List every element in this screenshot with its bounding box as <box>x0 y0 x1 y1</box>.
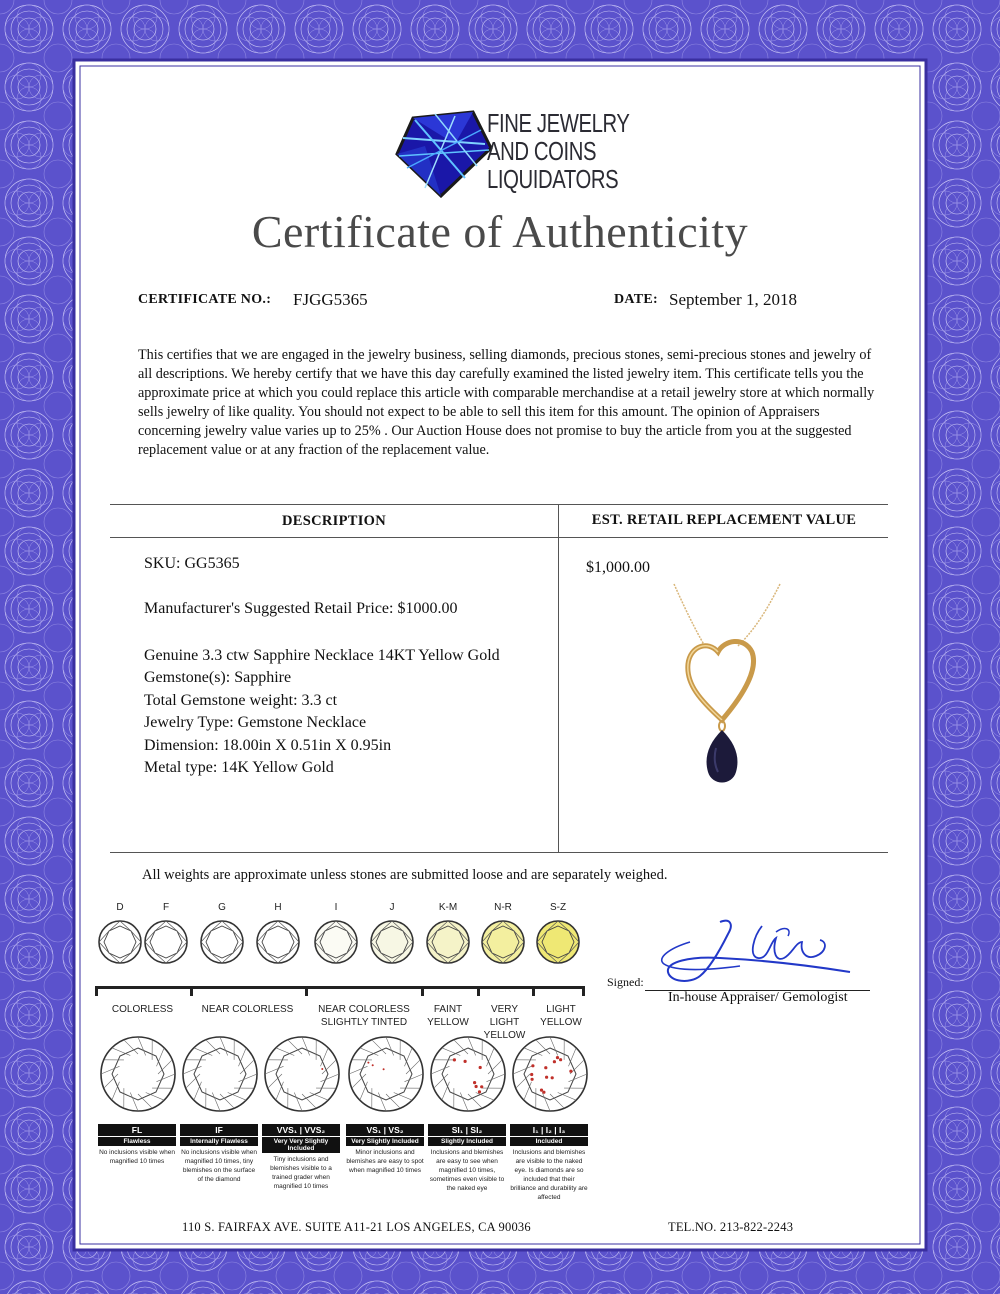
clarity-description: Inclusions and blemishes are visible to the naked eye. Is diamonds are so included that their brilliance and durability are affected <box>510 1149 588 1201</box>
color-gem-icon <box>142 918 190 966</box>
clarity-description: Inclusions and blemishes are easy to see when magnified 10 times, sometimes even visible to the naked eye <box>429 1149 505 1192</box>
color-grade-label: K-M <box>438 902 458 913</box>
color-grade-label: H <box>274 902 282 913</box>
clarity-code: VS₁ | VS₂ <box>346 1124 424 1136</box>
brand-line-1: FINE JEWELRY <box>487 108 630 138</box>
signed-label: Signed: <box>607 975 644 989</box>
color-group-label <box>420 1003 476 1029</box>
signature-image <box>650 912 860 1002</box>
table-bottom-rule <box>110 852 888 853</box>
description-line: Genuine 3.3 ctw Sapphire Necklace 14KT Yellow Gold <box>144 647 500 664</box>
description-line: Jewelry Type: Gemstone Necklace <box>144 714 367 732</box>
clarity-code: SI₁ | SI₂ <box>428 1124 506 1136</box>
clarity-diamond-icon <box>428 1034 508 1114</box>
clarity-grade-box <box>262 1124 340 1191</box>
clarity-code: I₁ | I₂ | I₃ <box>510 1124 588 1136</box>
color-group-line: VERY LIGHT <box>489 1004 520 1028</box>
certificate-no-label: CERTIFICATE NO.: <box>138 292 272 307</box>
sku-text: SKU: GG5365 <box>144 555 240 572</box>
clarity-diamond-icon <box>262 1034 342 1114</box>
footer-phone: TEL.NO. 213-822-2243 <box>668 1220 794 1234</box>
clarity-code: FL <box>98 1124 176 1136</box>
description-list <box>144 645 500 779</box>
brand-line-2: AND COINS <box>487 136 597 166</box>
clarity-name: Flawless <box>98 1136 176 1146</box>
description-line: Total Gemstone weight: 3.3 ct <box>144 691 338 709</box>
clarity-name: Very Very Slightly Included <box>262 1136 340 1153</box>
description-header: DESCRIPTION <box>281 513 386 529</box>
color-group-line: YELLOW <box>540 1017 582 1028</box>
color-grade-label: I <box>334 902 338 913</box>
clarity-diamond-icon <box>180 1034 260 1114</box>
color-group-line: YELLOW <box>483 1030 526 1041</box>
clarity-diamond-icon <box>510 1034 590 1114</box>
color-group-line: YELLOW <box>427 1017 469 1028</box>
clarity-grade-box <box>510 1124 588 1202</box>
color-group-line: NEAR COLORLESS <box>318 1004 410 1015</box>
color-group-label <box>306 1003 422 1029</box>
brand-name <box>487 109 630 193</box>
clarity-name: Very Slightly Included <box>346 1136 424 1146</box>
weights-note: All weights are approximate unless stones are submitted loose and are separately weighed. <box>142 867 668 883</box>
clarity-diamond-icon <box>98 1034 178 1114</box>
color-group-line: FAINT <box>433 1004 463 1015</box>
color-group-line: NEAR COLORLESS <box>201 1004 294 1015</box>
clarity-grade-box <box>428 1124 506 1193</box>
color-group-line: COLORLESS <box>111 1004 174 1015</box>
description-line: Dimension: 18.00in X 0.51in X 0.95in <box>144 736 392 754</box>
color-gem-icon <box>368 918 416 966</box>
msrp-text: Manufacturer's Suggested Retail Price: $1000.00 <box>144 600 458 617</box>
clarity-grade-box <box>346 1124 424 1175</box>
replacement-value: $1,000.00 <box>586 559 650 576</box>
clarity-name: Internally Flawless <box>180 1136 258 1146</box>
description-line: Metal type: 14K Yellow Gold <box>144 759 334 777</box>
intro-paragraph: This certifies that we are engaged in the jewelry business, selling diamonds, precious stones, semi-precious stones and jewelry of all descriptions. We hereby certify that we have this day carefully examined the listed jewelry item. This certificate tells you the approximate price at which you could replace this article with comparable merchandise at a retail jewelry store at which normally sells jewelry of like quality. You should not expect to be able to sell this item for this amount. The opinion of Appraisers concerning jewelry value varies up to 25% . Our Auction House does not promise to buy the article from you at the suggested replacement value or at any fraction of the replacement value. <box>138 347 875 458</box>
color-group-label <box>190 1003 305 1016</box>
color-group-label <box>532 1003 590 1029</box>
color-group-line: SLIGHTLY TINTED <box>320 1017 408 1028</box>
date-value: September 1, 2018 <box>669 290 797 309</box>
color-gem-icon <box>479 918 527 966</box>
color-gem-icon <box>96 918 144 966</box>
footer-address: 110 S. FAIRFAX AVE. SUITE A11-21 LOS ANGELES, CA 90036 <box>182 1220 531 1234</box>
color-gem-icon <box>534 918 582 966</box>
appraiser-role: In-house Appraiser/ Gemologist <box>668 990 848 1005</box>
table-header-rule <box>110 537 888 538</box>
description-line: Gemstone(s): Sapphire <box>144 669 292 687</box>
color-grade-label: S-Z <box>549 902 567 913</box>
color-grade-label: G <box>218 902 226 913</box>
color-grade-label: J <box>389 902 395 913</box>
color-group-label <box>95 1003 190 1016</box>
table-column-divider <box>558 504 559 852</box>
clarity-code: IF <box>180 1124 258 1136</box>
brand-line-3: LIQUIDATORS <box>487 164 619 194</box>
color-grade-label: D <box>116 902 124 913</box>
table-top-rule <box>110 504 888 505</box>
clarity-description: No inclusions visible when magnified 10 times <box>99 1149 175 1165</box>
clarity-description: Minor inclusions and blemishes are easy to spot when magnified 10 times <box>346 1149 424 1174</box>
clarity-grade-box <box>180 1124 258 1184</box>
color-grade-label: N-R <box>494 902 512 913</box>
color-gem-icon <box>424 918 472 966</box>
color-grade-label: F <box>162 902 170 913</box>
clarity-code: VVS₁ | VVS₂ <box>262 1124 340 1136</box>
color-group-line: LIGHT <box>546 1004 576 1015</box>
clarity-description: No inclusions visible when magnified 10 times, tiny blemishes on the surface of the diamond <box>181 1149 257 1183</box>
color-gem-icon <box>198 918 246 966</box>
color-gem-icon <box>254 918 302 966</box>
page-title: Certificate of Authenticity <box>251 206 749 257</box>
clarity-diamond-icon <box>346 1034 426 1114</box>
logo-gem-icon <box>395 108 495 198</box>
color-gem-icon <box>312 918 360 966</box>
certificate-no-value: FJGG5365 <box>293 290 368 309</box>
sapphire-necklace-image <box>660 580 790 795</box>
clarity-name: Included <box>510 1136 588 1146</box>
clarity-grade-box <box>98 1124 176 1166</box>
value-header: EST. RETAIL REPLACEMENT VALUE <box>591 512 857 528</box>
date-label: DATE: <box>614 292 659 307</box>
color-scale-bar <box>95 984 585 996</box>
clarity-description: Tiny inclusions and blemishes visible to a trained grader when magnified 10 times <box>270 1156 332 1190</box>
clarity-name: Slightly Included <box>428 1136 506 1146</box>
